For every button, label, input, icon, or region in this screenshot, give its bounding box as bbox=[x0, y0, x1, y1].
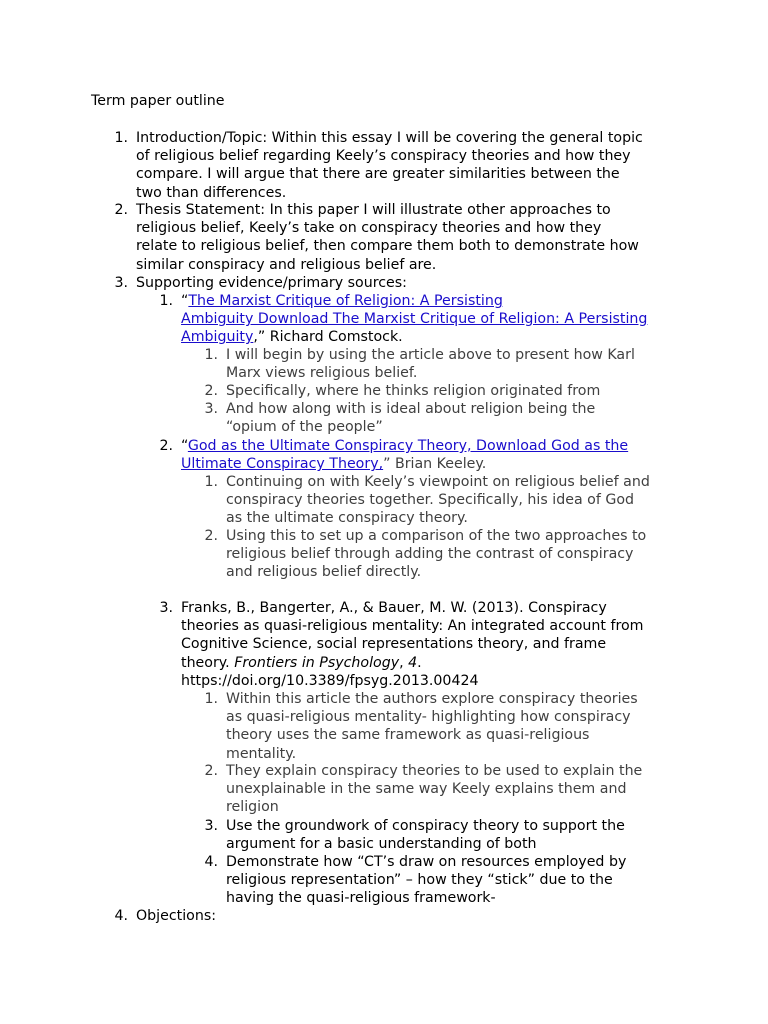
text-line: and religious belief directly. bbox=[226, 564, 422, 581]
open-quote: “ bbox=[181, 438, 188, 454]
text-line: “opium of the people” bbox=[226, 419, 383, 436]
source-comstock bbox=[181, 292, 647, 347]
source-author: ,” Richard Comstock. bbox=[253, 329, 403, 346]
text-line: theories as quasi-religious mentality: An integrated account from bbox=[181, 618, 644, 635]
text-line: theory uses the same framework as quasi-religious bbox=[226, 727, 590, 744]
text-line: religious representation” – how they “stick” due to the bbox=[226, 872, 613, 889]
source-link-marxist-critique[interactable]: Ambiguity bbox=[181, 329, 254, 346]
text-line: religious belief through adding the contrast of conspiracy bbox=[226, 546, 634, 563]
list-number: 2. bbox=[114, 202, 128, 218]
text-line: Within this article the authors explore conspiracy theories bbox=[226, 691, 638, 707]
text-line: Continuing on with Keely’s viewpoint on religious belief and bbox=[226, 474, 650, 490]
journal-volume: 4 bbox=[408, 654, 418, 671]
citation-separator: , bbox=[399, 654, 409, 671]
source-link-god-conspiracy[interactable]: God as the Ultimate Conspiracy Theory, Download God as the bbox=[187, 438, 629, 454]
text-line: conspiracy theories together. Specifically, his idea of God bbox=[226, 492, 635, 509]
doi-text: https://doi.org/10.3389/fpsyg.2013.00424 bbox=[181, 672, 479, 689]
list-number: 3. bbox=[204, 818, 218, 834]
list-number: 2. bbox=[159, 438, 173, 454]
text-line: similar conspiracy and religious belief are. bbox=[136, 256, 437, 273]
text-line: unexplainable in the same way Keely explains them and bbox=[226, 781, 627, 798]
list-number: 1. bbox=[204, 691, 218, 707]
text-line: Use the groundwork of conspiracy theory to support the bbox=[226, 818, 625, 834]
source-keeley bbox=[181, 437, 628, 473]
text-line: religious belief, Keely’s take on conspiracy theories and how they bbox=[136, 220, 602, 237]
list-number: 1. bbox=[204, 347, 218, 363]
sub-point bbox=[226, 690, 638, 763]
list-item-thesis bbox=[136, 201, 639, 274]
list-number: 3. bbox=[159, 600, 173, 616]
text-line: Marx views religious belief. bbox=[226, 365, 418, 382]
text-line: having the quasi-religious framework- bbox=[226, 890, 496, 907]
list-item-objections: Objections: bbox=[136, 908, 216, 924]
text-line: Specifically, where he thinks religion originated from bbox=[226, 383, 601, 399]
list-number: 3. bbox=[114, 275, 128, 291]
open-quote: “ bbox=[181, 293, 189, 309]
sub-point bbox=[226, 853, 626, 908]
list-number: 1. bbox=[159, 293, 173, 309]
text-line: compare. I will argue that there are greater similarities between the bbox=[136, 166, 620, 183]
text-line: argument for a basic understanding of both bbox=[226, 836, 537, 853]
text-line: two than differences. bbox=[136, 184, 287, 201]
text-line: religion bbox=[226, 799, 279, 816]
citation-prefix: theory. bbox=[181, 654, 235, 671]
text-line: They explain conspiracy theories to be used to explain the bbox=[226, 763, 643, 779]
list-number: 1. bbox=[204, 474, 218, 490]
list-number: 2. bbox=[204, 383, 218, 399]
text-line: as quasi-religious mentality- highlighting how conspiracy bbox=[226, 709, 631, 726]
source-link-marxist-critique[interactable]: The Marxist Critique of Religion: A Persisting bbox=[188, 293, 503, 309]
text-line: Franks, B., Bangerter, A., & Bauer, M. W. (2013). Conspiracy bbox=[181, 600, 607, 616]
sub-point bbox=[226, 762, 642, 817]
list-number: 4. bbox=[114, 908, 128, 924]
text-line: Introduction/Topic: Within this essay I will be covering the general topic bbox=[136, 130, 643, 146]
list-number: 2. bbox=[204, 763, 218, 779]
sub-point bbox=[226, 346, 635, 382]
sub-point bbox=[226, 473, 650, 528]
list-number: 2. bbox=[204, 528, 218, 544]
citation-end: . bbox=[417, 654, 422, 671]
sub-point bbox=[226, 817, 625, 853]
text-line: of religious belief regarding Keely’s conspiracy theories and how they bbox=[136, 148, 631, 165]
source-author: ” Brian Keeley. bbox=[383, 456, 487, 473]
sub-point bbox=[226, 527, 646, 582]
sub-point bbox=[226, 400, 595, 436]
source-link-marxist-critique[interactable]: Ambiguity Download The Marxist Critique of Religion: A Persisting bbox=[181, 311, 648, 328]
text-line: Using this to set up a comparison of the two approaches to bbox=[226, 528, 647, 544]
text-line: Demonstrate how “CT’s draw on resources employed by bbox=[226, 854, 627, 870]
list-item-supporting-evidence: Supporting evidence/primary sources: bbox=[136, 275, 407, 291]
list-item-introduction bbox=[136, 129, 643, 202]
text-line: And how along with is ideal about religion being the bbox=[226, 401, 596, 417]
text-line: mentality. bbox=[226, 745, 297, 762]
source-link-god-conspiracy[interactable]: Ultimate Conspiracy Theory, bbox=[181, 456, 384, 473]
source-franks bbox=[181, 599, 643, 690]
list-number: 4. bbox=[204, 854, 218, 870]
text-line: as the ultimate conspiracy theory. bbox=[226, 510, 468, 527]
text-line: Thesis Statement: In this paper I will illustrate other approaches to bbox=[136, 202, 611, 218]
journal-name: Frontiers in Psychology bbox=[234, 654, 400, 671]
document-title: Term paper outline bbox=[91, 93, 225, 109]
sub-point bbox=[226, 382, 600, 400]
text-line: relate to religious belief, then compare them both to demonstrate how bbox=[136, 238, 639, 255]
list-number: 1. bbox=[114, 130, 128, 146]
text-line: I will begin by using the article above to present how Karl bbox=[226, 347, 635, 363]
text-line: Cognitive Science, social representations theory, and frame bbox=[181, 636, 607, 653]
list-number: 3. bbox=[204, 401, 218, 417]
